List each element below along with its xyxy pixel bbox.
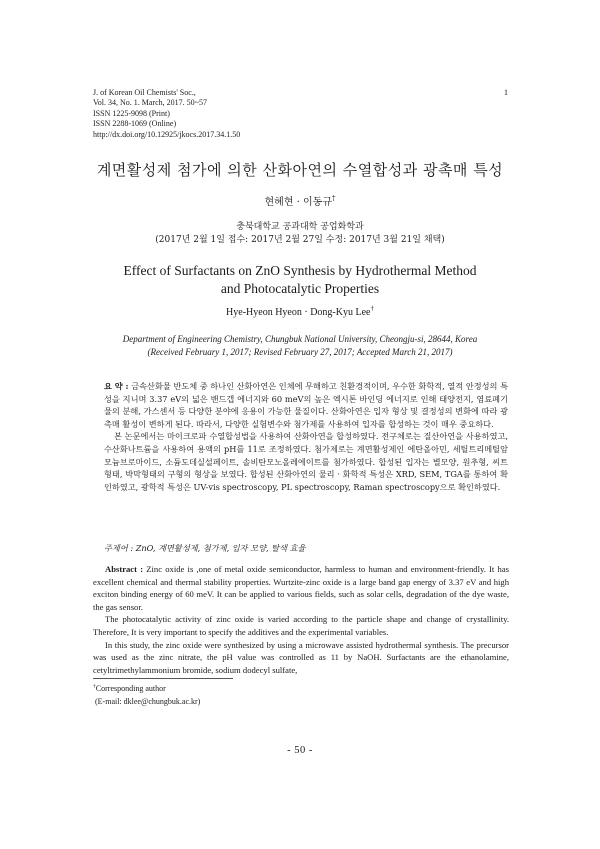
dagger-mark: † bbox=[93, 683, 96, 690]
title-english-line1: Effect of Surfactants on ZnO Synthesis by Hydrothermal Method bbox=[123, 263, 477, 278]
authors-korean-names: 현혜현 · 이동규 bbox=[264, 197, 332, 208]
title-english-line2: and Photocatalytic Properties bbox=[220, 281, 380, 296]
affiliation-korean-name: 충북대학교 공과대학 공업화학과 bbox=[236, 222, 364, 232]
abstract-english-p1 bbox=[93, 563, 509, 613]
corresponding-author bbox=[93, 683, 200, 696]
doi-link[interactable]: http://dx.doi.org/10.12925/jkocs.2017.34.1.50 bbox=[93, 129, 241, 139]
affiliation-english-name: Department of Engineering Chemistry, Chungbuk National University, Cheongju-si, 28644, Korea bbox=[122, 334, 478, 344]
affiliation-english bbox=[0, 333, 600, 359]
abstract-korean-label: 요 약 : bbox=[104, 381, 129, 391]
dagger-mark: † bbox=[332, 194, 336, 203]
abstract-english-label: Abstract : bbox=[105, 564, 144, 574]
issn-print: ISSN 1225-9098 (Print) bbox=[93, 108, 170, 118]
footnote bbox=[93, 683, 200, 708]
corresponding-email[interactable]: (E-mail: dklee@chungbuk.ac.kr) bbox=[95, 696, 201, 706]
title-english bbox=[0, 262, 600, 298]
authors-english-names: Hye-Hyeon Hyeon · Dong-Kyu Lee bbox=[226, 307, 371, 318]
dates-english: (Received February 1, 2017; Revised February 27, 2017; Accepted March 21, 2017) bbox=[147, 347, 453, 357]
abstract-english-p3: In this study, the zinc oxide were synthesized by using a microwave assisted hydrothermal synthesis. The precursor was used as the zinc nitrate, the pH value was controlled as 11 by NaOH. Surfactants are the ethanolamine, cetyltrimethylammonium bromide, sodium dodecyl sulfate, bbox=[93, 639, 509, 675]
abstract-korean-p1-text: 금속산화물 반도체 중 하나인 산화아연은 인체에 무해하고 친환경적이며, 우수한 화학적, 열적 안정성의 특성을 지니며 3.37 eV의 넓은 밴드갭 에너지와 60 meV의 높은 엑시톤 바인딩 에너지로 인해 태양전지, 염료폐기물의 분해, 가스센서 등 다양한 분야에 응용이 가능한 물질이다. 산화아연은 입자 형상 및 결정성의 변화에 따라 광촉매 활성이 변하게 된다. 따라서, 다양한 실험변수와 첨가제를 사용하여 입자를 합성하는 것이 매우 중요하다. bbox=[104, 381, 508, 429]
abstract-korean-p2: 본 논문에서는 마이크로파 수열합성법을 사용하여 산화아연을 합성하였다. 전구체로는 질산아연을 사용하였고, 수산화나트륨을 사용하여 용액의 pH를 11로 조정하였다. 첨가제로는 계면활성제인 에탄올아민, 세틸트리메틸암모늄브로마이드, 소듐도데실설페이트, 솔비탄모노올레에이트를 첨가하였다. 합성된 입자는 별모양, 원추형, 씨트형태, 박막형태의 구형의 형상을 보였다. 합성된 산화아연의 물리 · 화학적 특성은 XRD, SEM, TGA를 통하여 확인하였고, 광학적 특성은 UV-vis spectroscopy, PL spectroscopy, Raman spectroscopy으로 확인하였다. bbox=[104, 431, 508, 492]
abstract-english-p1-text: Zinc oxide is ,one of metal oxide semiconductor, harmless to human and environment-friendly. It has excellent chemical and thermal stability properties. Wurtzite-zinc oxide is a large band gap energy of 3.37 eV and high exciton binding energy of 60 meV. It can be applied to various fields, such as solar cells, degradation of the dye waste, the gas sensor. bbox=[93, 564, 509, 612]
page-number: 1 bbox=[504, 88, 508, 97]
journal-name: J. of Korean Oil Chemists' Soc., bbox=[93, 88, 196, 97]
corresponding-author-text: Corresponding author bbox=[95, 684, 166, 693]
dates-korean: (2017년 2월 1일 접수: 2017년 2월 27일 수정: 2017년 3월 21일 채택) bbox=[155, 235, 445, 245]
abstract-english bbox=[93, 563, 509, 676]
dagger-mark: † bbox=[370, 304, 374, 313]
keywords-korean: 주제어 : ZnO, 계면활성제, 첨가제, 입자 모양, 탈색 효율 bbox=[104, 543, 306, 553]
authors-korean bbox=[0, 193, 600, 208]
affiliation-korean bbox=[0, 221, 600, 247]
journal-header bbox=[93, 88, 240, 140]
title-korean: 계면활성제 첨가에 의한 산화아연의 수열합성과 광촉매 특성 bbox=[96, 161, 504, 179]
abstract-korean-p1 bbox=[104, 380, 508, 430]
abstract-english-p2: The photocatalytic activity of zinc oxide is varied according to the particle shape and change of crystallinity. Therefore, It is very important to specify the additives and the experimental variables. bbox=[93, 614, 509, 637]
issn-online: ISSN 2288-1069 (Online) bbox=[93, 119, 177, 129]
page-footer-number: - 50 - bbox=[287, 745, 313, 756]
journal-volume: Vol. 34, No. 1. March, 2017. 50~57 bbox=[93, 98, 207, 108]
authors-english bbox=[0, 304, 600, 318]
abstract-korean bbox=[104, 380, 508, 493]
footnote-divider bbox=[93, 678, 233, 679]
